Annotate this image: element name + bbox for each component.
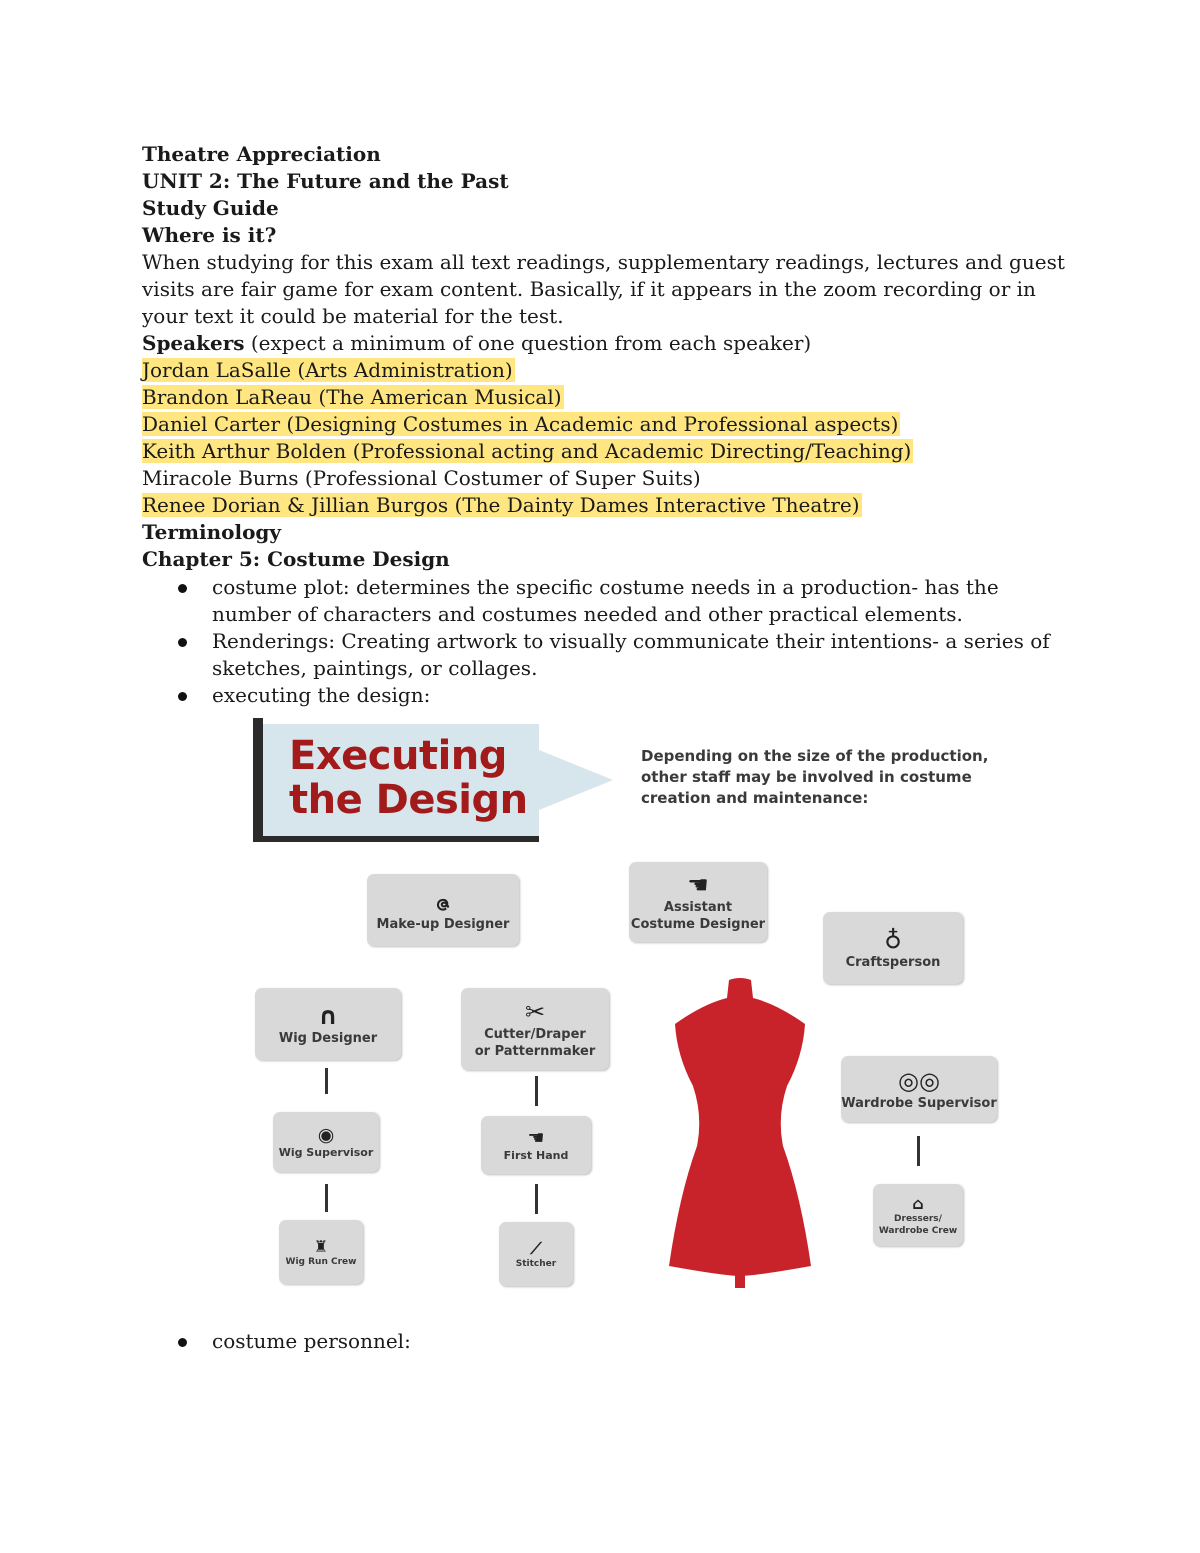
terminology-bullets	[178, 574, 1078, 709]
title-banner	[259, 724, 539, 842]
bullet-dot-icon	[178, 1338, 187, 1347]
role-label: First Hand	[503, 1149, 569, 1162]
banner-accent-bar	[253, 718, 263, 842]
connector-line	[325, 1184, 328, 1212]
bullet-item	[178, 682, 1078, 709]
role-label: Wig Supervisor	[278, 1146, 374, 1159]
crew-icon: ♜	[313, 1236, 329, 1256]
binoculars-icon: ◎◎	[898, 1066, 940, 1095]
role-dressers-wardrobe-crew	[873, 1184, 963, 1246]
role-wardrobe-supervisor	[841, 1056, 997, 1122]
role-label: Wig Designer	[278, 1030, 378, 1046]
bullet-text: executing the design:	[212, 683, 431, 707]
role-stitcher	[499, 1222, 573, 1286]
eye-icon: ◉	[317, 1124, 335, 1146]
bullet-item	[178, 1328, 1078, 1355]
title-line-1: Executing	[289, 733, 507, 779]
role-wig-supervisor	[273, 1112, 379, 1172]
role-wig-designer	[255, 988, 401, 1060]
wig-icon: ∩	[318, 1001, 338, 1030]
speech-pointer-icon	[539, 740, 619, 820]
hand-icon: ☚	[527, 1127, 545, 1149]
connector-line	[917, 1136, 920, 1166]
course-title: Theatre Appreciation	[142, 142, 381, 166]
role-label: Dressers/ Wardrobe Crew	[878, 1213, 958, 1236]
infographic-title	[289, 734, 528, 822]
bullet-item	[178, 574, 1078, 628]
speakers-line	[142, 330, 1072, 357]
speaker-item: Keith Arthur Bolden (Professional acting and Academic Directing/Teaching)	[142, 439, 912, 463]
pointing-hand-icon: ☚	[687, 871, 709, 899]
document-body	[142, 141, 1072, 573]
scissors-icon: ✂	[524, 998, 546, 1026]
speaker-item: Daniel Carter (Designing Costumes in Academic and Professional aspects)	[142, 412, 899, 436]
speaker-list	[142, 357, 1072, 519]
speakers-note: (expect a minimum of one question from each speaker)	[244, 331, 812, 355]
executing-design-infographic	[253, 718, 1008, 1293]
role-assistant-costume-designer	[629, 862, 767, 942]
needle-icon: ⟋	[530, 1238, 542, 1258]
speaker-item: Miracole Burns (Professional Costumer of Super Suits)	[142, 466, 701, 490]
role-label: Cutter/Draper or Patternmaker	[474, 1027, 596, 1059]
bullet-dot-icon	[178, 638, 187, 647]
role-cutter-draper	[461, 988, 609, 1070]
banner-bottom-bar	[253, 836, 539, 842]
bullet-text: costume plot: determines the specific costume needs in a production- has the number of characters and costumes needed and other practical elements.	[212, 575, 999, 626]
bullet-dot-icon	[178, 692, 187, 701]
makeup-brush-icon: ဇ	[435, 887, 451, 916]
study-guide-title: Study Guide	[142, 196, 279, 220]
where-paragraph: When studying for this exam all text readings, supplementary readings, lectures and guest visits are fair game for exam content. Basically, if it appears in the zoom recording or in your text it could be material for the test.	[142, 250, 1065, 328]
connector-line	[535, 1184, 538, 1214]
title-line-2: the Design	[289, 777, 528, 823]
bullet-dot-icon	[178, 584, 187, 593]
terminology-heading: Terminology	[142, 520, 282, 544]
connector-line	[325, 1068, 328, 1094]
speaker-item: Jordan LaSalle (Arts Administration)	[142, 358, 513, 382]
where-heading: Where is it?	[142, 223, 277, 247]
role-label: Craftsperson	[845, 954, 941, 970]
dress-form-icon	[665, 976, 815, 1288]
infographic-intro: Depending on the size of the production, other staff may be involved in costume creation and maintenance:	[641, 747, 989, 807]
speaker-item: Renee Dorian & Jillian Burgos (The Dainty Dames Interactive Theatre)	[142, 493, 860, 517]
role-label: Wig Run Crew	[285, 1256, 357, 1267]
role-craftsperson	[823, 912, 963, 984]
role-label: Make-up Designer	[376, 916, 510, 932]
role-label: Stitcher	[515, 1258, 557, 1269]
role-label: Assistant Costume Designer	[630, 900, 766, 932]
speaker-item: Brandon LaReau (The American Musical)	[142, 385, 562, 409]
unit-title: UNIT 2: The Future and the Past	[142, 169, 509, 193]
ring-icon: ♁	[884, 925, 902, 954]
role-label: Wardrobe Supervisor	[841, 1095, 997, 1111]
hanger-icon: ⌂	[912, 1193, 924, 1213]
final-bullets	[178, 1328, 1078, 1355]
bullet-text: costume personnel:	[212, 1329, 411, 1353]
bullet-item	[178, 628, 1078, 682]
chapter-heading: Chapter 5: Costume Design	[142, 547, 450, 571]
role-wig-run-crew	[279, 1220, 363, 1284]
bullet-text: Renderings: Creating artwork to visually communicate their intentions- a series of sketches, paintings, or collages.	[212, 629, 1050, 680]
speakers-heading: Speakers	[142, 331, 245, 355]
role-first-hand	[481, 1116, 591, 1174]
role-makeup-designer	[367, 874, 519, 946]
connector-line	[535, 1076, 538, 1106]
